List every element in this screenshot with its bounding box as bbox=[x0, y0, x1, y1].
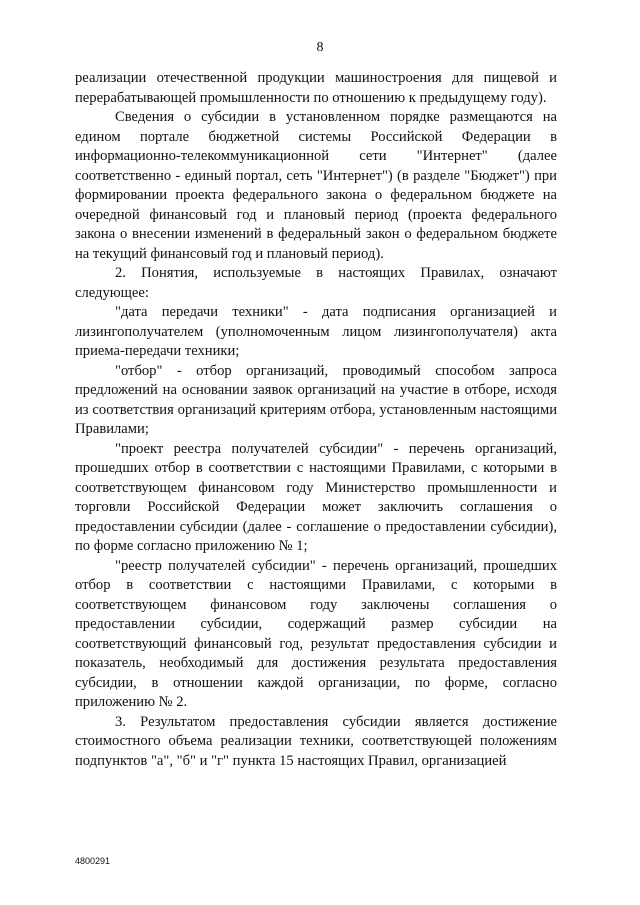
document-body bbox=[75, 69, 557, 771]
paragraph: реализации отечественной продукции машиностроения для пищевой и перерабатывающей промышленности по отношению к предыдущему году). bbox=[75, 70, 557, 106]
document-code: 4800291 bbox=[75, 856, 111, 866]
paragraph: "проект реестра получателей субсидии" - перечень организаций, прошедших отбор в соответствии с настоящими Правилами, с которыми в соответствующем финансовом году Министерство промышленности и торговли Российской Федерации может заключить соглашения о предоставлении субсидии (далее - соглашение о предоставлении субсидии), по форме согласно приложению № 1; bbox=[75, 440, 557, 554]
paragraph: Сведения о субсидии в установленном порядке размещаются на едином портале бюджетной системы Российской Федерации в информационно-телекоммуникационной сети "Интернет" (далее соответственно - единый портал, сеть "Интернет") (в разделе "Бюджет") при формировании проекта федерального закона о федеральном бюджете на очередной финансовый год и плановый период (проекта федерального закона о внесении изменений в федеральный закон о федеральном бюджете на текущий финансовый год и плановый период). bbox=[75, 109, 557, 262]
paragraph: "отбор" - отбор организаций, проводимый способом запроса предложений на основании заявок организаций на участие в отборе, исходя из соответствия организаций критериям отбора, установленным настоящими Правилами; bbox=[75, 362, 557, 437]
paragraph: "реестр получателей субсидии" - перечень организаций, прошедших отбор в соответствии с настоящими Правилами, с которыми в соответствующем финансовом году заключены соглашения о предоставлении субсидии, содержащий размер субсидии на соответствующий финансовый год, результат предоставления субсидии и показатель, необходимый для достижения результата предоставления субсидии, в отношении каждой организации, по форме, согласно приложению № 2. bbox=[75, 557, 557, 710]
page-number: 8 bbox=[316, 40, 324, 55]
paragraph: 2. Понятия, используемые в настоящих Правилах, означают следующее: bbox=[75, 265, 557, 301]
paragraph: 3. Результатом предоставления субсидии является достижение стоимостного объема реализации техники, соответствующей положениям подпунктов "а", "б" и "г" пункта 15 настоящих Правил, организацией bbox=[75, 713, 557, 769]
paragraph: "дата передачи техники" - дата подписания организацией и лизингополучателем (уполномоченным лицом лизингополучателя) акта приема-передачи техники; bbox=[75, 304, 557, 359]
